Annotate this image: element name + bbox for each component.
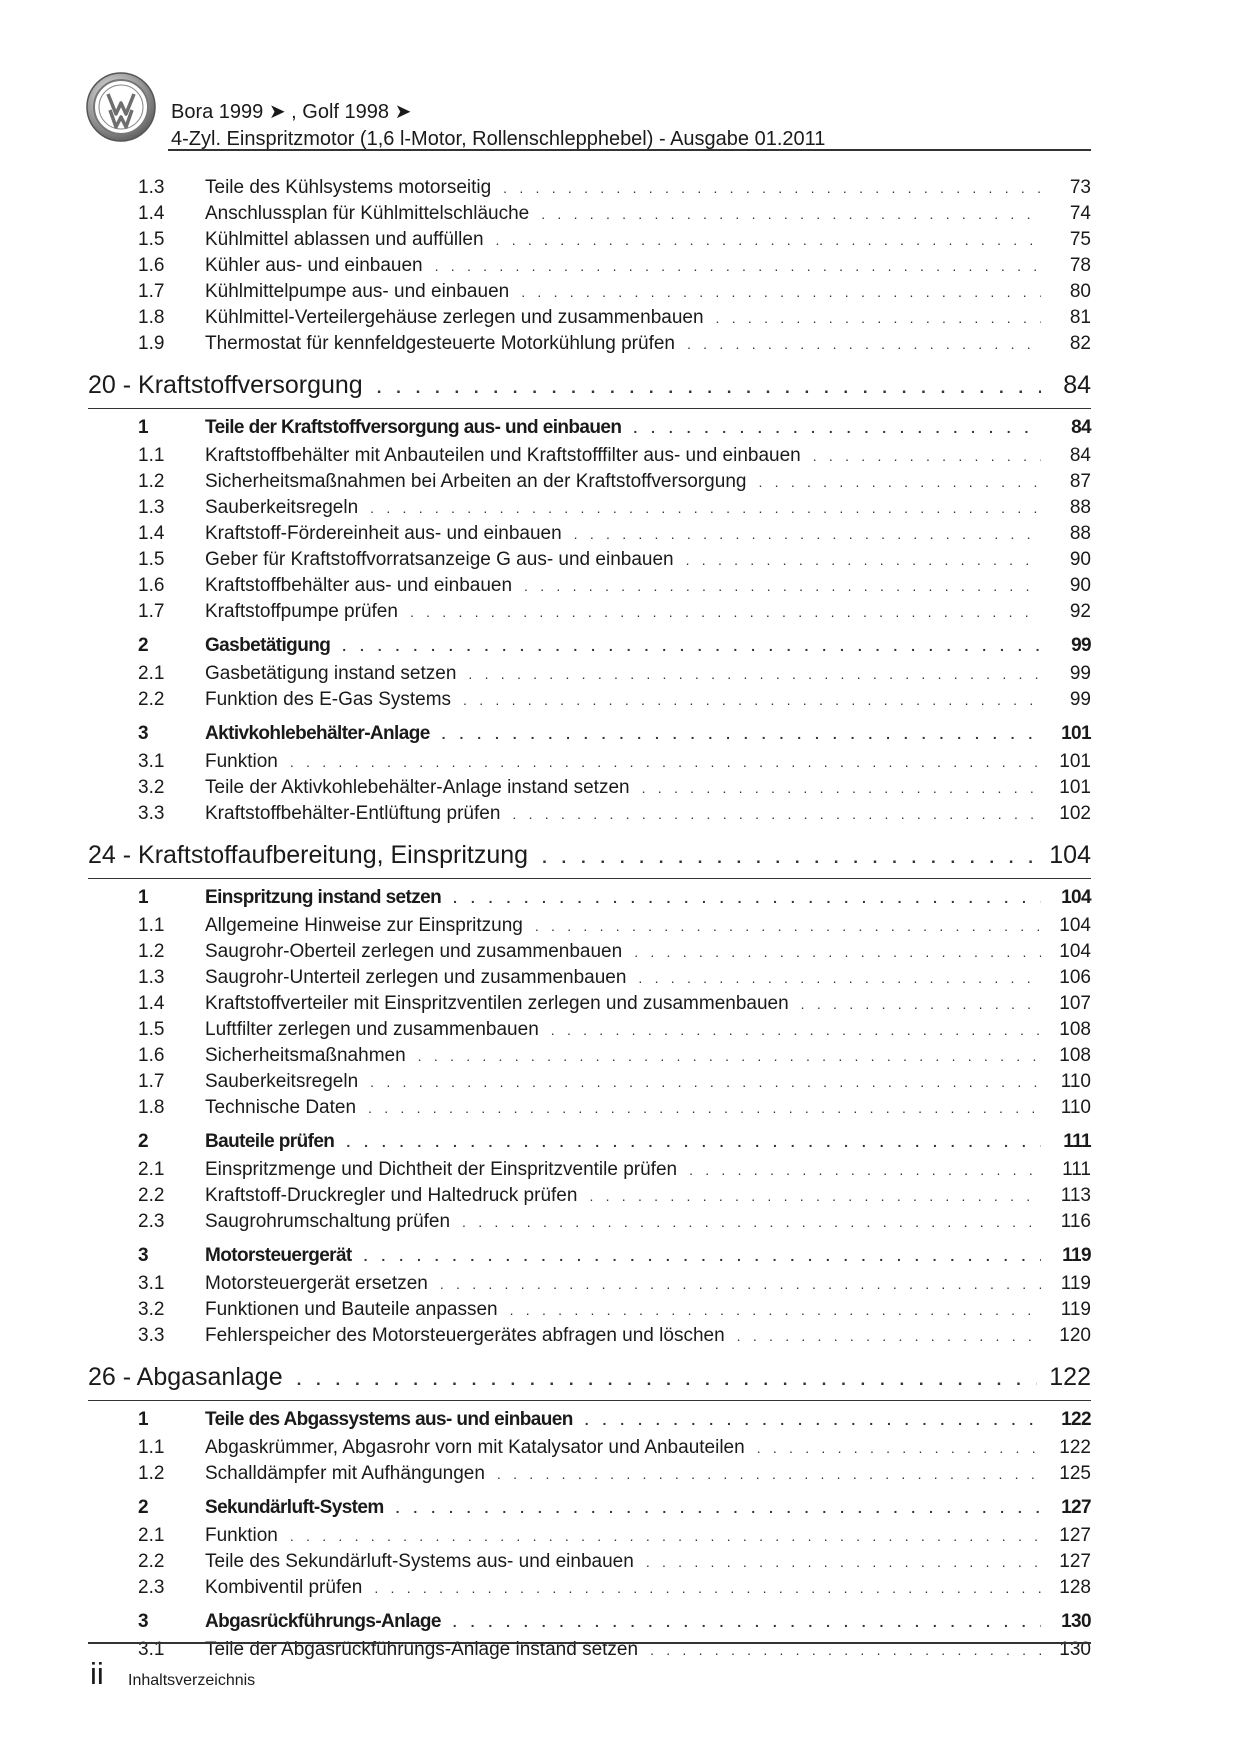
toc-title: Einspritzung instand setzen — [205, 887, 442, 908]
toc-number: 1.2 — [138, 941, 165, 962]
header-divider — [168, 149, 1091, 151]
dot-leader — [468, 661, 1041, 687]
dot-leader — [364, 1241, 1041, 1272]
dot-leader — [290, 1523, 1041, 1549]
dot-leader — [813, 443, 1041, 469]
dot-leader — [642, 775, 1041, 801]
toc-title: Kraftstoffpumpe prüfen — [205, 601, 398, 622]
dot-leader — [535, 913, 1041, 939]
toc-number: 1.7 — [138, 1071, 165, 1092]
toc-entry[interactable] — [88, 1271, 1091, 1297]
toc-page-number: 101 — [1059, 777, 1091, 798]
toc-title: Teile der Kraftstoffversorgung aus- und einbauen — [205, 417, 622, 438]
toc-title: Kraftstoffbehälter-Entlüftung prüfen — [205, 803, 501, 824]
toc-number: 3.2 — [138, 1299, 165, 1320]
toc-page-number: 128 — [1059, 1577, 1091, 1598]
toc-number: 2.2 — [138, 1551, 165, 1572]
toc-title: Sicherheitsmaßnahmen — [205, 1045, 406, 1066]
toc-page-number: 113 — [1060, 1185, 1091, 1206]
toc-title: Funktion — [205, 751, 278, 772]
toc-title: Sauberkeitsregeln — [205, 1071, 359, 1092]
toc-number: 3.1 — [138, 751, 165, 772]
toc-title: Sicherheitsmaßnahmen bei Arbeiten an der Kraftstoffversorgung — [205, 471, 747, 492]
table-of-contents — [88, 175, 1091, 1663]
toc-number: 1 — [138, 887, 148, 908]
toc-title: Gasbetätigung — [205, 635, 331, 656]
toc-entry[interactable] — [88, 775, 1091, 801]
dot-leader — [370, 1069, 1041, 1095]
toc-title: Motorsteuergerät ersetzen — [205, 1273, 428, 1294]
toc-chapter[interactable] — [88, 833, 1091, 877]
toc-number: 1.6 — [138, 255, 165, 276]
toc-entry[interactable] — [88, 1523, 1091, 1549]
toc-title: Teile des Abgassystems aus- und einbauen — [205, 1409, 573, 1430]
toc-page-number: 84 — [1063, 371, 1091, 399]
toc-page-number: 130 — [1059, 1639, 1091, 1660]
dot-leader — [574, 521, 1041, 547]
toc-page-number: 84 — [1069, 445, 1091, 466]
dot-leader — [689, 1157, 1041, 1183]
dot-leader — [551, 1017, 1041, 1043]
toc-number: 1.2 — [138, 1463, 165, 1484]
toc-title: Kraftstoffbehälter mit Anbauteilen und Kraftstofffilter aus- und einbauen — [205, 445, 801, 466]
toc-entry[interactable] — [88, 521, 1091, 547]
dot-leader — [370, 495, 1041, 521]
toc-page-number: 127 — [1061, 1497, 1091, 1518]
vw-logo-icon — [86, 72, 156, 142]
dot-leader — [541, 201, 1041, 227]
toc-number: 1 — [138, 1409, 148, 1430]
toc-title: Allgemeine Hinweise zur Einspritzung — [205, 915, 523, 936]
toc-page-number: 110 — [1060, 1071, 1091, 1092]
dot-leader — [801, 991, 1041, 1017]
toc-page-number: 119 — [1062, 1245, 1091, 1266]
toc-number: 1.5 — [138, 229, 165, 250]
dot-leader — [418, 1043, 1041, 1069]
toc-page-number: 80 — [1069, 281, 1091, 302]
toc-page-number: 122 — [1061, 1409, 1091, 1430]
dot-leader — [646, 1549, 1041, 1575]
toc-title: Anschlussplan für Kühlmittelschläuche — [205, 203, 530, 224]
toc-number: 1.2 — [138, 471, 165, 492]
toc-title: Kühler aus- und einbauen — [205, 255, 423, 276]
toc-page-number: 87 — [1069, 471, 1091, 492]
toc-title: Kühlmittel-Verteilergehäuse zerlegen und zusammenbauen — [205, 307, 704, 328]
toc-number: 2.1 — [138, 1159, 165, 1180]
toc-number: 1.3 — [138, 177, 165, 198]
dot-leader — [633, 413, 1041, 444]
toc-number: 2.3 — [138, 1211, 165, 1232]
toc-number: 1.3 — [138, 967, 165, 988]
toc-title: Kombiventil prüfen — [205, 1577, 363, 1598]
toc-number: 1.1 — [138, 1437, 165, 1458]
toc-number: 2 — [138, 635, 148, 656]
dot-leader — [290, 749, 1041, 775]
dot-leader — [410, 599, 1041, 625]
header-manual-title: 4-Zyl. Einspritzmotor (1,6 l-Motor, Rollenschlepphebel) - Ausgabe 01.2011 — [171, 128, 826, 150]
toc-number: 2.1 — [138, 1525, 165, 1546]
toc-page-number: 125 — [1059, 1463, 1091, 1484]
toc-page-number: 78 — [1069, 255, 1091, 276]
dot-leader — [650, 1637, 1041, 1663]
toc-page-number: 104 — [1061, 887, 1091, 908]
toc-title: Thermostat für kennfeldgesteuerte Motorkühlung prüfen — [205, 333, 675, 354]
toc-title: 26 - Abgasanlage — [88, 1363, 283, 1391]
toc-number: 1.5 — [138, 549, 165, 570]
toc-entry[interactable] — [88, 253, 1091, 279]
toc-title: Kraftstoff-Druckregler und Haltedruck prüfen — [205, 1185, 578, 1206]
toc-section[interactable] — [88, 1606, 1091, 1637]
toc-section[interactable] — [88, 1492, 1091, 1523]
toc-title: Funktionen und Bauteile anpassen — [205, 1299, 498, 1320]
toc-chapter[interactable] — [88, 1355, 1091, 1399]
toc-title: Sekundärluft-System — [205, 1497, 384, 1518]
toc-page-number: 101 — [1059, 751, 1091, 772]
toc-number: 3 — [138, 1611, 148, 1632]
toc-entry[interactable] — [88, 939, 1091, 965]
toc-number: 1.9 — [138, 333, 165, 354]
toc-page-number: 88 — [1069, 497, 1091, 518]
toc-page-number: 90 — [1069, 575, 1091, 596]
toc-section[interactable] — [88, 1240, 1091, 1271]
dot-leader — [497, 1461, 1041, 1487]
toc-entry[interactable] — [88, 201, 1091, 227]
toc-title: Abgasrückführungs-Anlage — [205, 1611, 441, 1632]
toc-entry[interactable] — [88, 599, 1091, 625]
toc-entry[interactable] — [88, 1043, 1091, 1069]
dot-leader — [737, 1323, 1041, 1349]
toc-title: Teile des Kühlsystems motorseitig — [205, 177, 492, 198]
toc-title: Schalldämpfer mit Aufhängungen — [205, 1463, 485, 1484]
toc-entry[interactable] — [88, 687, 1091, 713]
toc-page-number: 122 — [1049, 1363, 1091, 1391]
toc-title: Saugrohr-Unterteil zerlegen und zusammenbauen — [205, 967, 627, 988]
toc-number: 2.1 — [138, 663, 165, 684]
toc-number: 1.1 — [138, 915, 165, 936]
toc-entry[interactable] — [88, 1069, 1091, 1095]
toc-section[interactable] — [88, 718, 1091, 749]
dot-leader — [377, 366, 1041, 410]
dot-leader — [757, 1435, 1041, 1461]
dot-leader — [521, 279, 1041, 305]
dot-leader — [634, 939, 1041, 965]
toc-title: Gasbetätigung instand setzen — [205, 663, 457, 684]
toc-page-number: 82 — [1069, 333, 1091, 354]
toc-page-number: 106 — [1059, 967, 1091, 988]
toc-title: Technische Daten — [205, 1097, 357, 1118]
dot-leader — [346, 1127, 1041, 1158]
toc-number: 1.6 — [138, 575, 165, 596]
toc-page-number: 104 — [1059, 941, 1091, 962]
toc-page-number: 119 — [1060, 1299, 1091, 1320]
toc-page-number: 102 — [1059, 803, 1091, 824]
toc-title: Saugrohr-Oberteil zerlegen und zusammenbauen — [205, 941, 623, 962]
toc-number: 2.2 — [138, 1185, 165, 1206]
toc-entry[interactable] — [88, 331, 1091, 357]
footer-divider — [88, 1642, 1091, 1644]
page-number: ii — [90, 1656, 104, 1691]
toc-page-number: 110 — [1060, 1097, 1091, 1118]
toc-entry[interactable] — [88, 913, 1091, 939]
toc-title: 24 - Kraftstoffaufbereitung, Einspritzung — [88, 841, 529, 869]
toc-title: Teile der Aktivkohlebehälter-Anlage instand setzen — [205, 777, 630, 798]
toc-title: Kraftstoffbehälter aus- und einbauen — [205, 575, 513, 596]
toc-page-number: 104 — [1059, 915, 1091, 936]
dot-leader — [503, 175, 1041, 201]
dot-leader — [638, 965, 1041, 991]
toc-entry[interactable] — [88, 227, 1091, 253]
toc-title: Aktivkohlebehälter-Anlage — [205, 723, 430, 744]
toc-page-number: 108 — [1059, 1045, 1091, 1066]
toc-number: 1.7 — [138, 601, 165, 622]
toc-title: Funktion — [205, 1525, 278, 1546]
toc-number: 3.1 — [138, 1639, 165, 1660]
toc-number: 1.8 — [138, 307, 165, 328]
toc-section[interactable] — [88, 1404, 1091, 1435]
toc-number: 3.1 — [138, 1273, 165, 1294]
dot-leader — [435, 253, 1041, 279]
dot-leader — [440, 1271, 1041, 1297]
dot-leader — [585, 1405, 1041, 1436]
toc-entry[interactable] — [88, 1637, 1091, 1663]
toc-title: Kühlmittel ablassen und auffüllen — [205, 229, 484, 250]
toc-page-number: 127 — [1059, 1525, 1091, 1546]
dot-leader — [686, 547, 1041, 573]
toc-page-number: 127 — [1059, 1551, 1091, 1572]
dot-leader — [374, 1575, 1041, 1601]
toc-title: Motorsteuergerät — [205, 1245, 352, 1266]
toc-entry[interactable] — [88, 495, 1091, 521]
toc-page-number: 116 — [1060, 1211, 1091, 1232]
dot-leader — [589, 1183, 1041, 1209]
toc-page-number: 108 — [1059, 1019, 1091, 1040]
toc-page-number: 107 — [1059, 993, 1091, 1014]
toc-section[interactable] — [88, 882, 1091, 913]
toc-number: 2 — [138, 1131, 148, 1152]
toc-entry[interactable] — [88, 1461, 1091, 1487]
toc-page-number: 88 — [1069, 523, 1091, 544]
dot-leader — [512, 801, 1041, 827]
toc-page-number: 101 — [1061, 723, 1091, 744]
toc-number: 1.3 — [138, 497, 165, 518]
dot-leader — [524, 573, 1041, 599]
dot-leader — [342, 631, 1041, 662]
toc-page-number: 74 — [1069, 203, 1091, 224]
dot-leader — [453, 1607, 1041, 1638]
toc-number: 2.2 — [138, 689, 165, 710]
dot-leader — [442, 719, 1041, 750]
dot-leader — [396, 1493, 1041, 1524]
dot-leader — [510, 1297, 1041, 1323]
toc-entry[interactable] — [88, 1297, 1091, 1323]
toc-number: 3.3 — [138, 1325, 165, 1346]
dot-leader — [297, 1358, 1038, 1402]
toc-number: 3 — [138, 723, 148, 744]
toc-entry[interactable] — [88, 279, 1091, 305]
toc-number: 1.1 — [138, 445, 165, 466]
toc-entry[interactable] — [88, 1183, 1091, 1209]
dot-leader — [463, 687, 1041, 713]
dot-leader — [368, 1095, 1041, 1121]
dot-leader — [462, 1209, 1041, 1235]
toc-entry[interactable] — [88, 1575, 1091, 1601]
toc-section[interactable] — [88, 1126, 1091, 1157]
toc-page-number: 122 — [1059, 1437, 1091, 1458]
toc-number: 1 — [138, 417, 148, 438]
dot-leader — [687, 331, 1041, 357]
toc-title: 20 - Kraftstoffversorgung — [88, 371, 363, 399]
toc-number: 1.5 — [138, 1019, 165, 1040]
toc-page-number: 130 — [1061, 1611, 1091, 1632]
toc-title: Fehlerspeicher des Motorsteuergerätes abfragen und löschen — [205, 1325, 725, 1346]
toc-entry[interactable] — [88, 1549, 1091, 1575]
toc-page-number: 119 — [1060, 1273, 1091, 1294]
toc-section[interactable] — [88, 412, 1091, 443]
toc-entry[interactable] — [88, 175, 1091, 201]
footer-label: Inhaltsverzeichnis — [128, 1672, 256, 1689]
toc-entry[interactable] — [88, 1095, 1091, 1121]
toc-page-number: 84 — [1071, 417, 1091, 438]
toc-entry[interactable] — [88, 305, 1091, 331]
toc-entry[interactable] — [88, 965, 1091, 991]
toc-title: Funktion des E-Gas Systems — [205, 689, 452, 710]
toc-number: 2.3 — [138, 1577, 165, 1598]
toc-page-number: 90 — [1069, 549, 1091, 570]
toc-title: Einspritzmenge und Dichtheit der Einspritzventile prüfen — [205, 1159, 678, 1180]
header-vehicle-models: Bora 1999 ➤ , Golf 1998 ➤ — [171, 101, 412, 123]
toc-page-number: 81 — [1069, 307, 1091, 328]
toc-title: Teile des Sekundärluft-Systems aus- und einbauen — [205, 1551, 634, 1572]
toc-page-number: 75 — [1069, 229, 1091, 250]
toc-entry[interactable] — [88, 749, 1091, 775]
toc-entry[interactable] — [88, 1209, 1091, 1235]
toc-entry[interactable] — [88, 1017, 1091, 1043]
toc-entry[interactable] — [88, 547, 1091, 573]
toc-entry[interactable] — [88, 573, 1091, 599]
toc-page-number: 73 — [1069, 177, 1091, 198]
toc-page-number: 111 — [1062, 1159, 1091, 1180]
toc-page-number: 111 — [1063, 1131, 1091, 1152]
toc-entry[interactable] — [88, 443, 1091, 469]
toc-page-number: 92 — [1069, 601, 1091, 622]
toc-entry[interactable] — [88, 1323, 1091, 1349]
toc-page-number: 99 — [1071, 635, 1091, 656]
toc-section[interactable] — [88, 630, 1091, 661]
toc-entry[interactable] — [88, 801, 1091, 827]
dot-leader — [758, 469, 1041, 495]
toc-number: 3 — [138, 1245, 148, 1266]
toc-number: 3.2 — [138, 777, 165, 798]
toc-number: 1.4 — [138, 993, 165, 1014]
toc-number: 1.4 — [138, 523, 165, 544]
toc-title: Geber für Kraftstoffvorratsanzeige G aus- und einbauen — [205, 549, 674, 570]
toc-title: Sauberkeitsregeln — [205, 497, 359, 518]
toc-title: Kraftstoffverteiler mit Einspritzventilen zerlegen und zusammenbauen — [205, 993, 789, 1014]
toc-page-number: 104 — [1049, 841, 1091, 869]
toc-title: Kühlmittelpumpe aus- und einbauen — [205, 281, 510, 302]
toc-number: 1.4 — [138, 203, 165, 224]
dot-leader — [496, 227, 1041, 253]
toc-page-number: 99 — [1069, 663, 1091, 684]
toc-page-number: 120 — [1059, 1325, 1091, 1346]
toc-number: 2 — [138, 1497, 148, 1518]
toc-number: 1.6 — [138, 1045, 165, 1066]
toc-page-number: 99 — [1069, 689, 1091, 710]
toc-chapter[interactable] — [88, 363, 1091, 407]
toc-entry[interactable] — [88, 1157, 1091, 1183]
toc-entry[interactable] — [88, 661, 1091, 687]
toc-title: Luftfilter zerlegen und zusammenbauen — [205, 1019, 539, 1040]
toc-number: 1.7 — [138, 281, 165, 302]
toc-number: 3.3 — [138, 803, 165, 824]
dot-leader — [453, 883, 1041, 914]
toc-entry[interactable] — [88, 991, 1091, 1017]
toc-number: 1.8 — [138, 1097, 165, 1118]
toc-title: Teile der Abgasrückführungs-Anlage instand setzen — [205, 1639, 639, 1660]
toc-entry[interactable] — [88, 469, 1091, 495]
toc-title: Kraftstoff-Fördereinheit aus- und einbauen — [205, 523, 562, 544]
dot-leader — [542, 836, 1037, 880]
toc-title: Saugrohrumschaltung prüfen — [205, 1211, 451, 1232]
toc-title: Abgaskrümmer, Abgasrohr vorn mit Katalysator und Anbauteilen — [205, 1437, 745, 1458]
toc-entry[interactable] — [88, 1435, 1091, 1461]
dot-leader — [716, 305, 1041, 331]
toc-title: Bauteile prüfen — [205, 1131, 335, 1152]
